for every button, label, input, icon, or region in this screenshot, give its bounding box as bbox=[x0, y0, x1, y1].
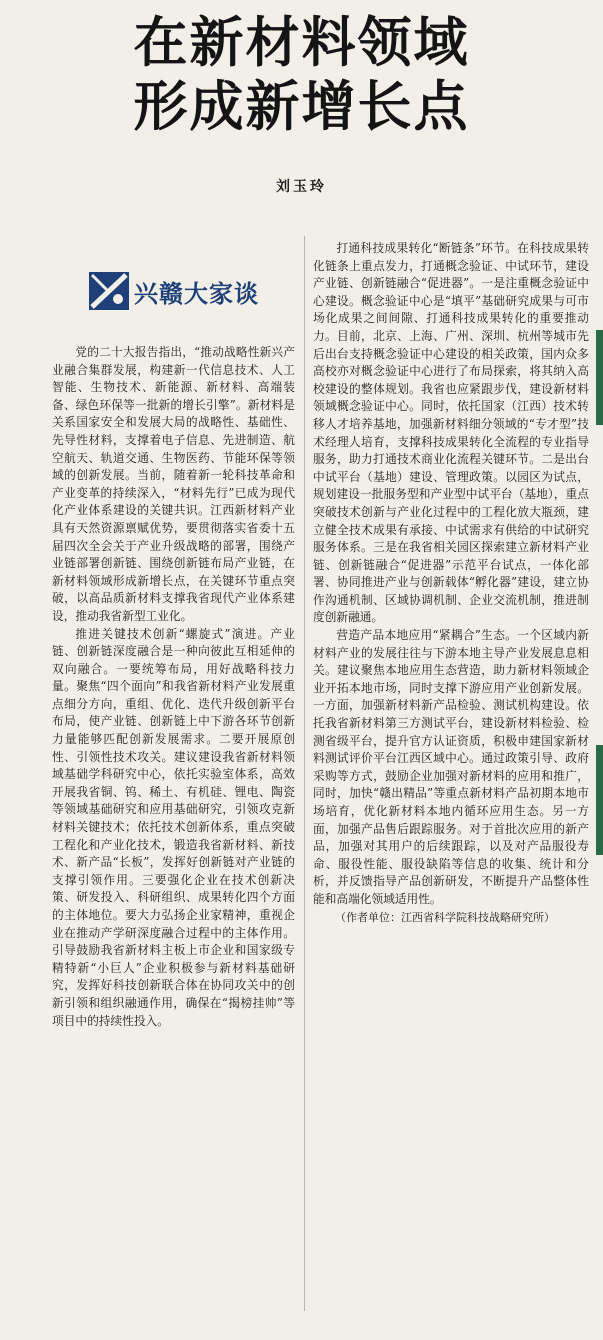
paragraph: 党的二十大报告指出，“推动战略性新兴产业融合集群发展，构建新一代信息技术、人工智能、生物技术、新能源、新材料、高端装备、绿色环保等一批新的增长引擎”。新材料是关系国家安全和发展大局的战略性、基础性、先导性材料，支撑着电子信息、先进制造、航空航天、轨道交通、生物医药、节能环保等领域的创新发展。当前，随着新一轮科技革命和产业变革的持续深入，“材料先行”已成为现代化产业体系建设的关键共识。江西新材料产业具有天然资源禀赋优势，要贯彻落实省委十五届四次全会关于产业升级战略的部署，围绕产业链部署创新链、围绕创新链布局产业链，在新材料领域形成新增长点，在关键环节重点突破，以高品质新材料支撑我省现代产业体系建设，推动我省新型工业化。 bbox=[52, 345, 295, 623]
author-affiliation: （作者单位：江西省科学院科技战略研究所） bbox=[335, 910, 555, 924]
paragraph: 打通科技成果转化“断链条”环节。在科技成果转化链条上重点发力，打通概念验证、中试环节，建设产业链、创新链融合“促进器”。一是注重概念验证中心建设。概念验证中心是“填平”基础研究成果与可市场化成果之间间隙、打通科技成果转化的重要推动力。目前，北京、上海、广州、深圳、杭州等城市先后出台支持概念验证中心建设的相关政策，国内众多高校亦对概念验证中心进行了布局探索，将其纳入高校建设的整体规划。我省也应紧跟步伐，建设新材料领域概念验证中心。同时，依托国家（江西）技术转移人才培养基地，加强新材料细分领域的“专才型”技术经理人培育，支撑科技成果转化全流程的专业指导服务，助力打通技术商业化流程关键环节。二是出台中试平台（基地）建设、管理政策。以园区为试点，规划建设一批服务型和产业型中试平台（基地），重点突破技术创新与产业化过程中的工程化放大瓶颈，建立健全技术成果有承接、中试需求有供给的中试研究服务体系。三是在我省相关园区探索建立新材料产业链、创新链融合“促进器”示范平台试点，一体化部署、协同推进产业与创新载体“孵化器”建设，建立协作沟通机制、区域协调机制、企业交流机制，推进制度创新融通。 bbox=[313, 241, 589, 625]
edge-tab bbox=[596, 330, 603, 425]
article-column-right bbox=[313, 240, 589, 926]
headline-line-2: 形成新增长点 bbox=[133, 75, 470, 138]
author-byline: 刘玉玲 bbox=[276, 179, 327, 195]
paragraph: 推进关键技术创新“螺旋式”演进。产业链、创新链深度融合是一种向彼此互相延伸的双向融合。一要统筹布局，用好战略科技力量。聚焦“四个面向”和我省新材料产业发展重点细分方向，重组、优化、迭代升级创新平台布局，使产业链、创新链上中下游各环节创新力量能够匹配创新发展需求。二要开展原创性、引领性技术攻关。建议建设我省新材料领域基础学科研究中心，依托实验室体系，高效开展我省铜、钨、稀土、有机硅、锂电、陶瓷等领域基础研究和应用基础研究，引领攻克新材料关键技术；依托技术创新体系，重点突破工程化和产业化技术，锻造我省新材料、新技术、新产品“长板”，发挥好创新链对产业链的支撑引领作用。三要强化企业在技术创新决策、研发投入、科研组织、成果转化四个方面的主体地位。要大力弘扬企业家精神，重视企业在推动产学研深度融合过程中的主体作用。引导鼓励我省新材料主板上市企业和国家级专精特新“小巨人”企业积极参与新材料基础研究，发挥好科技创新联合体在协同攻关中的创新引领和组织融通作用，确保在“揭榜挂帅”等项目中的持续性投入。 bbox=[52, 626, 295, 1028]
column-logo-text: 兴赣大家谈 bbox=[134, 279, 259, 308]
headline-line-1: 在新材料领域 bbox=[133, 11, 470, 74]
column-divider bbox=[304, 236, 305, 1311]
column-logo bbox=[88, 271, 268, 311]
edge-tab bbox=[596, 745, 603, 855]
article-column-left bbox=[52, 344, 295, 1030]
column-logo-icon bbox=[88, 271, 130, 311]
paragraph: 营造产品本地应用“紧耦合”生态。一个区域内新材料产业的发展往往与下游本地主导产业发展息息相关。建议聚焦本地应用生态营造，助力新材料领域企业开拓本地市场，同时支撑下游应用产业创新发展。一方面，加强新材料新产品检验、测试机构建设。依托我省新材料第三方测试平台，建设新材料检验、检测省级平台，提升官方认证资质，积极申建国家新材料测试评价平台江西区域中心。通过政策引导、政府采购等方式，鼓励企业加强对新材料的应用和推广，同时，加快“赣出精品”等重点新材料产品初期本地市场培育，优化新材料本地内循环应用生态。另一方面，加强产品售后跟踪服务。对于首批次应用的新产品，加强对其用户的后续跟踪，以及对产品服役寿命、服役性能、服役缺陷等信息的收集、统计和分析，并反馈指导产品创新研发，不断提升产品整体性能和高端化领域适用性。 bbox=[313, 628, 589, 906]
